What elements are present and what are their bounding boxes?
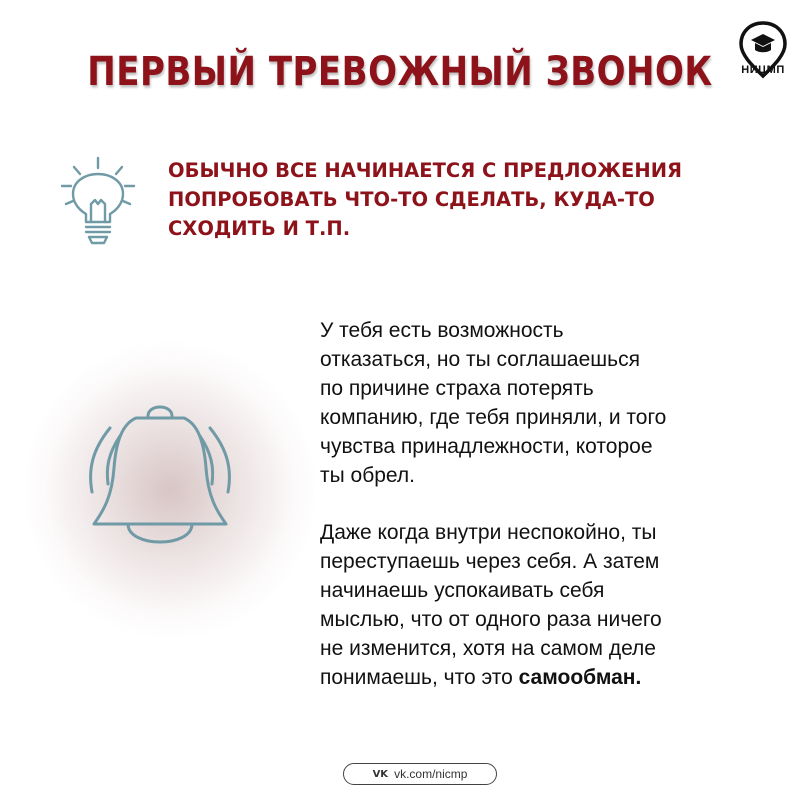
paragraph-2-line: мыслью, что от одного раза ничего — [320, 608, 662, 631]
paragraph-1-line: У тебя есть возможность — [320, 319, 564, 342]
lightbulb-icon — [58, 152, 138, 252]
paragraph-1-line: компанию, где тебя приняли, и того — [320, 406, 667, 429]
vk-link-text: vk.com/nicmp — [394, 767, 468, 781]
lead-line-3: СХОДИТЬ И Т.П. — [168, 217, 351, 240]
paragraph-1 — [320, 316, 760, 490]
lead-line-2: ПОПРОБОВАТЬ ЧТО-ТО СДЕЛАТЬ, КУДА-ТО — [168, 188, 655, 211]
paragraph-2-line: не изменится, хотя на самом деле — [320, 637, 656, 660]
paragraph-2 — [320, 518, 760, 692]
paragraph-1-line: отказаться, но ты соглашаешься — [320, 348, 640, 371]
paragraph-1-line: ты обрел. — [320, 464, 416, 487]
bell-icon — [70, 390, 250, 580]
paragraph-2-line: Даже когда внутри неспокойно, ты — [320, 521, 657, 544]
vk-link[interactable] — [343, 763, 497, 785]
paragraph-2-line: начинаешь успокаивать себя — [320, 579, 605, 602]
logo-text: НИЦМП — [741, 64, 785, 76]
paragraph-2-last-line: понимаешь, что это — [320, 666, 519, 689]
paragraph-1-line: по причине страха потерять — [320, 377, 594, 400]
lead-text — [168, 156, 728, 243]
vk-icon: VK — [372, 768, 389, 780]
emphasis-word: самообман. — [518, 666, 642, 689]
paragraph-2-line: переступаешь через себя. А затем — [320, 550, 660, 573]
lead-line-1: ОБЫЧНО ВСЕ НАЧИНАЕТСЯ С ПРЕДЛОЖЕНИЯ — [168, 159, 683, 182]
paragraph-1-line: чувства принадлежности, которое — [320, 435, 653, 458]
paragraph-2-line — [320, 663, 760, 692]
page-title: ПЕРВЫЙ ТРЕВОЖНЫЙ ЗВОНОК — [87, 48, 713, 96]
